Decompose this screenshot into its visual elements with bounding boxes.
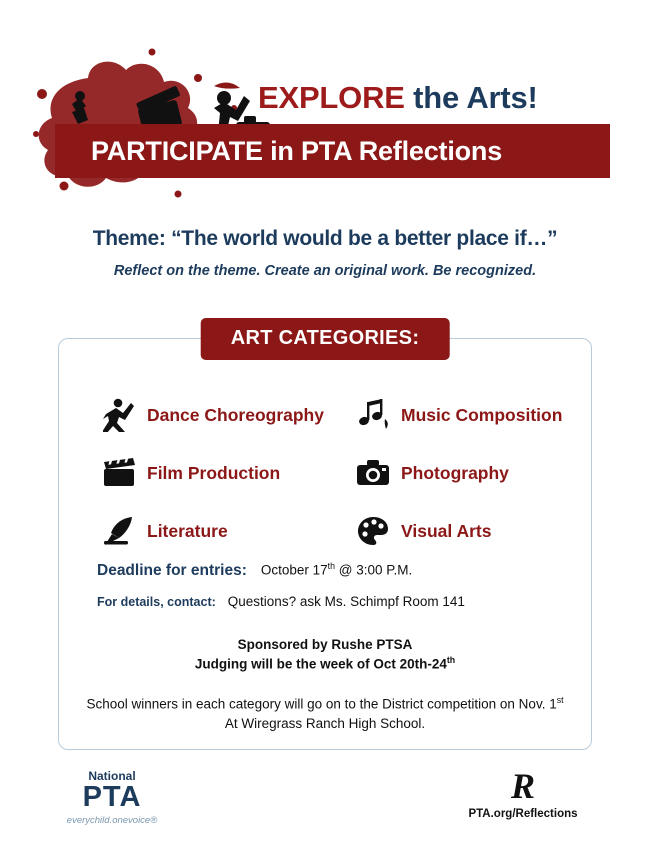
deadline-label: Deadline for entries:	[97, 561, 247, 579]
camera-icon	[353, 455, 393, 491]
category-label: Literature	[147, 520, 228, 541]
sponsor-block	[59, 635, 591, 675]
deadline-value-time: @ 3:00 P.M.	[334, 562, 413, 578]
category-label: Music Composition	[401, 404, 563, 425]
judging-ordinal: th	[446, 655, 456, 666]
headline-explore	[258, 80, 538, 116]
paint-palette-icon	[353, 513, 393, 549]
art-categories-title: ART CATEGORIES:	[201, 318, 450, 360]
details-section	[59, 561, 591, 734]
category-music-composition	[325, 397, 591, 433]
pta-national-text: National	[88, 769, 136, 783]
category-film-production	[59, 455, 325, 491]
participate-banner	[55, 124, 610, 178]
deadline-row	[59, 561, 591, 580]
judging-text: Judging will be the week of Oct 20th-24	[194, 656, 447, 672]
sponsor-line-2	[59, 654, 591, 674]
category-dance-choreography	[59, 397, 325, 433]
category-visual-arts	[325, 513, 591, 549]
contact-row	[59, 594, 591, 609]
headline-explore-rest: the Arts!	[404, 80, 538, 115]
national-pta-logo	[52, 770, 172, 826]
participate-banner-text: PARTICIPATE in PTA Reflections	[91, 135, 503, 166]
category-label: Film Production	[147, 462, 281, 483]
dancer-icon	[99, 397, 139, 433]
deadline-value-date: October 17	[260, 562, 328, 578]
reflections-url: PTA.org/Reflections	[468, 808, 578, 820]
poster-header	[0, 0, 650, 215]
winners-ordinal: st	[556, 695, 564, 706]
pta-tagline: everychild.onevoice®	[66, 815, 158, 826]
category-literature	[59, 513, 325, 549]
reflections-monogram-icon: R	[510, 766, 535, 806]
sponsor-line-1: Sponsored by Rushe PTSA	[237, 636, 413, 652]
theme-line: Theme: “The world would be a better place if…”	[92, 227, 558, 250]
category-label: Visual Arts	[401, 520, 492, 541]
deadline-value	[261, 561, 412, 578]
winners-text-pre: School winners in each category will go on to the District competition on Nov. 1	[86, 696, 557, 712]
headline-explore-accent: EXPLORE	[258, 80, 405, 115]
music-notes-icon	[353, 397, 393, 433]
deadline-value-ordinal: th	[327, 561, 335, 571]
contact-label: For details, contact:	[97, 594, 216, 609]
categories-panel	[58, 327, 592, 750]
quill-pen-icon	[99, 513, 139, 549]
category-label: Dance Choreography	[147, 404, 324, 425]
category-label: Photography	[401, 462, 509, 483]
category-photography	[325, 455, 591, 491]
poster-footer	[0, 762, 650, 841]
contact-value: Questions? ask Ms. Schimpf Room 141	[227, 593, 465, 609]
winners-text-post: At Wiregrass Ranch High School.	[224, 716, 426, 732]
paint-splash-graphic	[28, 38, 628, 208]
clapperboard-icon	[99, 455, 139, 491]
categories-grid	[59, 397, 591, 549]
theme-subline: Reflect on the theme. Create an original work. Be recognized.	[113, 263, 537, 279]
reflections-logo	[448, 768, 598, 820]
winners-block	[59, 694, 591, 734]
pta-wordmark: PTA	[82, 781, 142, 813]
